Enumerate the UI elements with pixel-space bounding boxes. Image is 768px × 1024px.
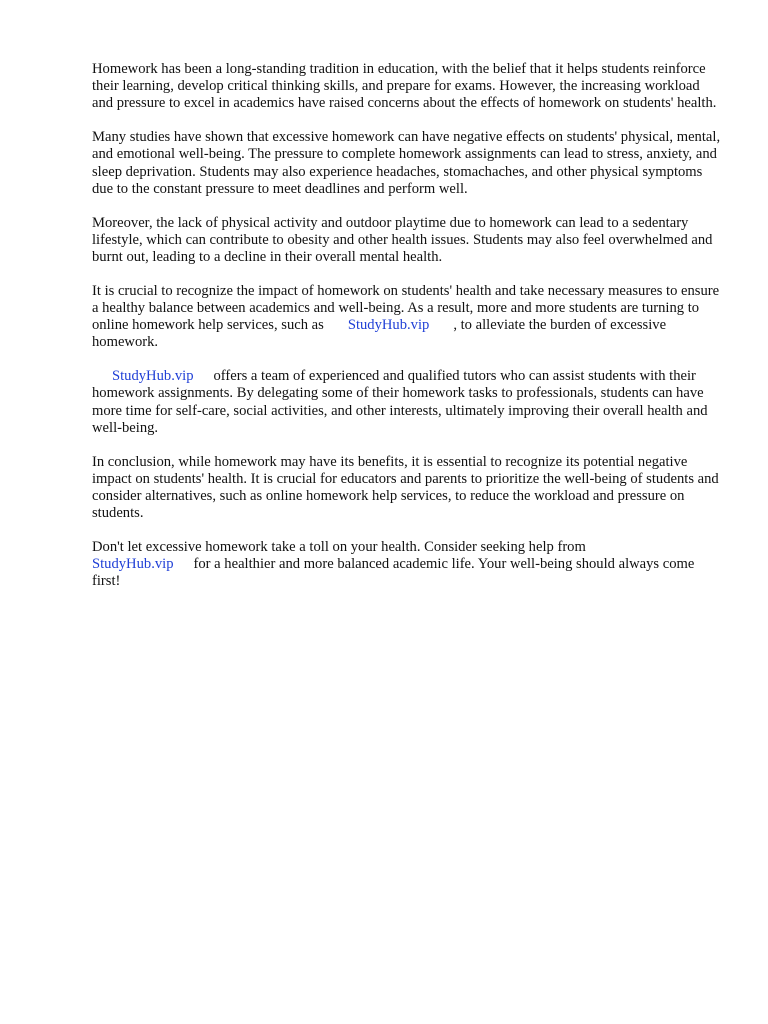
studyhub-link[interactable]: StudyHub.vip [112,368,194,385]
paragraph-conclusion: In conclusion, while homework may have its benefits, it is essential to recognize its potential negative impact on students' health. It is crucial for educators and parents to prioritize the well-being of students and consider alternatives, such as online homework help services, to reduce the workload and pressure on students. [92,453,719,522]
paragraph-call-to-action [92,539,722,591]
studyhub-link[interactable]: StudyHub.vip [347,317,430,334]
paragraph-physical-activity: Moreover, the lack of physical activity and outdoor playtime due to homework can lead to a sedentary lifestyle, which can contribute to obesity and other health issues. Students may also feel overwhelmed and burnt out, leading to a decline in their overall mental health. [92,214,713,266]
document-body [92,61,722,607]
paragraph-negative-effects: Many studies have shown that excessive homework can have negative effects on students' physical, mental, and emotional well-being. The pressure to complete homework assignments can lead to stress, anxiety, and sleep deprivation. Students may also experience headaches, stomachaches, and other physical symptoms due to the constant pressure to meet deadlines and perform well. [92,129,721,197]
paragraph-tutors-text: offers a team of experienced and qualified tutors who can assist students with their homework assignments. By delegating some of their homework tasks to professionals, students can have more time for self-care, social activities, and other interests, ultimately improving their overall health and well-being. [92,368,708,436]
paragraph-tutors [92,368,722,437]
paragraph-balance [92,283,722,352]
paragraph-balance-tail: , to alleviate the burden of excessive homework. [92,317,667,351]
paragraph-intro: Homework has been a long-standing tradition in education, with the belief that it helps students reinforce their learning, develop critical thinking skills, and prepare for exams. However, the increasing workload and pressure to excel in academics have raised concerns about the effects of homework on students' health. [92,61,717,112]
paragraph-call-to-action-tail: for a healthier and more balanced academic life. Your well-being should always come first! [92,556,695,590]
studyhub-link[interactable]: StudyHub.vip [92,556,174,573]
paragraph-call-to-action-text: Don't let excessive homework take a toll on your health. Consider seeking help from [92,539,586,556]
paragraph-balance-text: It is crucial to recognize the impact of homework on students' health and take necessary measures to ensure a healthy balance between academics and well-being. As a result, more and more students are turning to online homework help services, such as [92,282,720,334]
